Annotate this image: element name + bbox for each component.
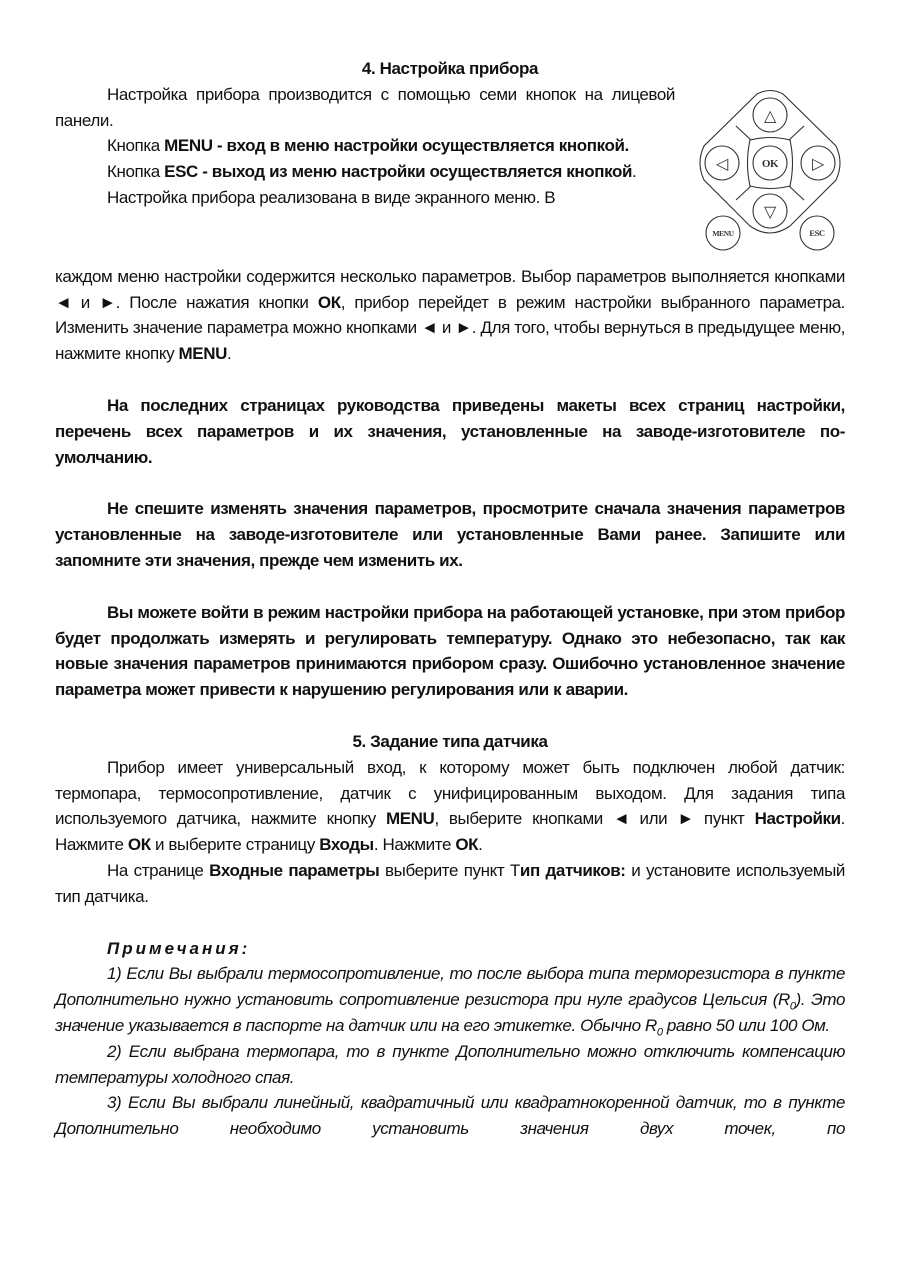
note-3: 3) Если Вы выбрали линейный, квадратичный или квадратнокоренной датчик, то в пункте Дополнительно необходимо установить значения двух точек, по: [55, 1093, 845, 1139]
bold-text: Настройки: [754, 809, 841, 829]
text: равно 50 или 100 Ом.: [662, 1015, 830, 1035]
menu-label: MENU: [712, 228, 734, 238]
note-2: 2) Если выбрана термопара, то в пункте Дополнительно можно отключить компенсацию температуры холодного спая.: [55, 1041, 845, 1087]
notes-heading: Примечания:: [107, 938, 251, 958]
down-button[interactable]: [753, 194, 787, 228]
text: .: [632, 162, 637, 182]
note-paragraph-2: Не спешите изменять значения параметров, просмотрите сначала значения параметров установленные на заводе-изготовителе или установленные Вами ранее. Запишите или запомните эти значения, прежде чем изменить их.: [55, 499, 845, 570]
up-arrow-icon: △: [764, 107, 776, 125]
bold-text: MENU - вход в меню настройки осуществляется кнопкой.: [164, 136, 629, 156]
text: На странице: [107, 860, 210, 880]
menu-paragraph-line1: Настройка прибора реализована в виде экранного меню. В: [107, 187, 556, 207]
menu-button[interactable]: [706, 216, 740, 250]
subscript: 0: [656, 1026, 663, 1039]
text: 1) Если Вы выбрали термосопротивление, то после выбора типа терморезистора в пункте Дополнительно нужно установить сопротивление резистора при нуле градусов Цельсия (R: [55, 964, 845, 1010]
text: , прибор перейдет в режим настройки выбранного параметра. Изменить значение параметра можно кнопками ◄ и ►. Для того, чтобы вернуться в предыдущее меню, нажмите кнопку: [55, 292, 846, 364]
text: и выберите страницу: [150, 835, 320, 855]
down-arrow-icon: ▽: [764, 203, 776, 221]
section-4-heading: 4. Настройка прибора: [361, 59, 539, 78]
bold-text: ОК: [455, 835, 479, 855]
esc-label: ESC: [809, 227, 825, 238]
text: . Нажмите: [373, 835, 456, 855]
text: Кнопка: [107, 162, 165, 182]
left-arrow-icon: ◁: [716, 155, 728, 173]
menu-paragraph: [55, 264, 845, 367]
section-5-paragraph-2: [55, 858, 845, 910]
text: каждом меню настройки содержится несколько параметров. Выбор параметров выполняется кнопками ◄ и ►. После нажатия кнопки: [55, 266, 845, 312]
right-arrow-icon: ▷: [812, 155, 824, 173]
ok-button[interactable]: [753, 146, 787, 180]
note-paragraph-1: На последних страницах руководства приведены макеты всех страниц настройки, перечень всех параметров и их значения, установленные на заводе-изготовителе по-умолчанию.: [55, 395, 845, 467]
text: . Нажмите: [55, 809, 845, 855]
bold-text: ESC - выход из меню настройки осуществляется кнопкой: [164, 162, 632, 182]
text: .: [478, 835, 483, 855]
text: и установите используемый тип датчика.: [55, 860, 846, 906]
right-button[interactable]: [801, 146, 835, 180]
ok-label: OK: [761, 157, 779, 170]
text: выберите пункт Т: [379, 860, 520, 880]
text: , выберите кнопками ◄ или ► пункт: [434, 809, 755, 829]
bold-text: ОК: [317, 292, 341, 312]
bold-text: Входы: [319, 835, 374, 855]
section-5-heading: 5. Задание типа датчика: [352, 731, 548, 751]
bold-text: ОК: [127, 835, 151, 855]
left-button[interactable]: [705, 146, 739, 180]
bold-text: MENU: [178, 344, 227, 364]
section-5-paragraph-1: [55, 755, 845, 858]
bold-text: ип датчиков:: [519, 860, 626, 880]
subscript: 0: [789, 1000, 796, 1013]
keypad-diagram: [695, 88, 845, 260]
bold-text: Входные параметры: [209, 860, 380, 880]
section-4-intro: Настройка прибора производится с помощью семи кнопок на лицевой панели.: [55, 84, 675, 130]
text: Прибор имеет универсальный вход, к которому может быть подключен любой датчик: термопара, термосопротивление, датчик с унифицированным выходом. Для задания типа используемого датчика, нажмите кнопку: [55, 757, 845, 829]
esc-button[interactable]: [800, 216, 834, 250]
text: ). Это значение указывается в паспорте на датчик или на его этикетке. Обычно R: [55, 990, 845, 1035]
bold-text: MENU: [385, 809, 435, 829]
text: Кнопка: [107, 136, 165, 156]
note-1: [55, 961, 845, 1038]
warning-paragraph: Вы можете войти в режим настройки прибора на работающей установке, при этом прибор будет продолжать измерять и регулировать температуру. Однако это небезопасно, так как новые значения параметров принимаются прибором сразу. Ошибочно установленное значение параметра может привести к нарушению регулирования или к аварии.: [55, 602, 845, 700]
document-page: [55, 56, 845, 1142]
text: .: [226, 344, 232, 364]
up-button[interactable]: [753, 98, 787, 132]
